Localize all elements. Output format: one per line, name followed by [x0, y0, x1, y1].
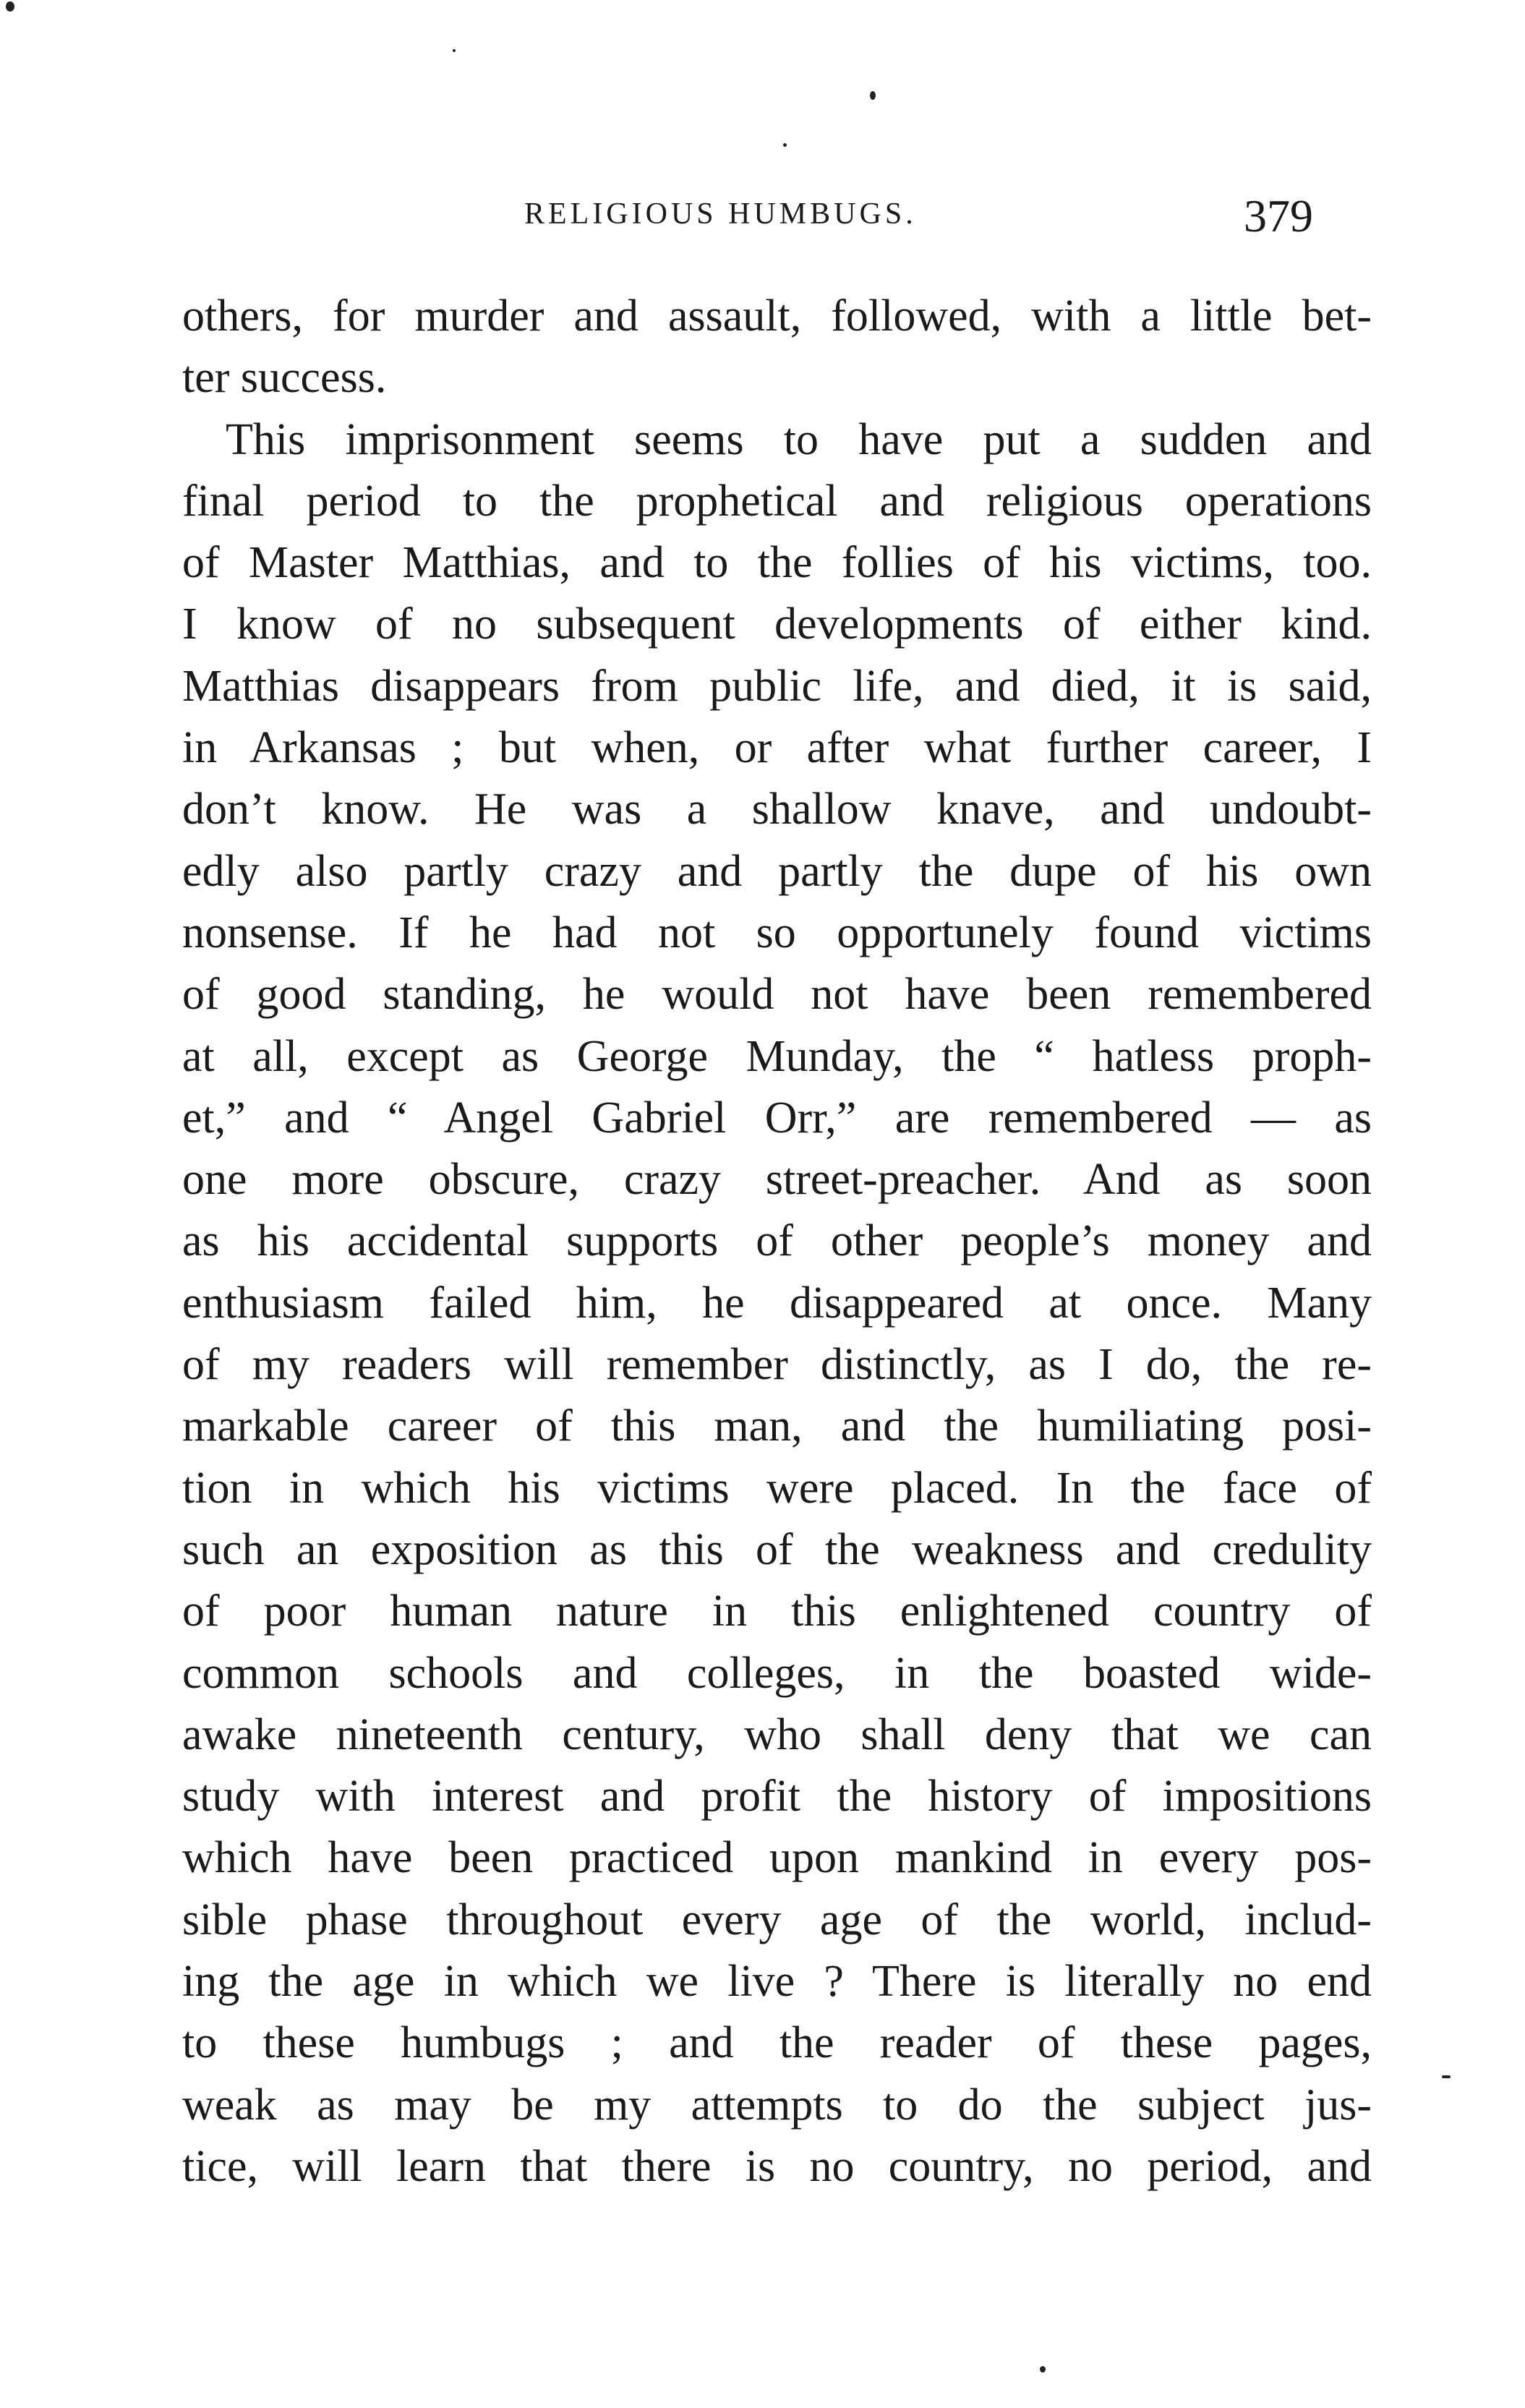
text-line: enthusiasm failed him, he disappeared at once. Many	[182, 1278, 1372, 1328]
scan-speck	[870, 91, 876, 100]
text-line: of Master Matthias, and to the follies of his victims, too.	[182, 538, 1372, 588]
text-line: markable career of this man, and the humiliating posi-	[182, 1401, 1372, 1451]
text-line: tice, will learn that there is no country, no period, and	[182, 2141, 1372, 2191]
scan-speck	[1040, 2366, 1046, 2373]
text-line: to these humbugs ; and the reader of these pages,	[182, 2018, 1372, 2068]
scan-speck	[1442, 2075, 1451, 2078]
text-line: ing the age in which we live ? There is literally no end	[182, 1957, 1372, 2007]
text-line: such an exposition as this of the weakness and credulity	[182, 1524, 1372, 1574]
text-line: which have been practiced upon mankind in every pos-	[182, 1833, 1372, 1883]
scan-speck	[6, 1, 14, 12]
scan-speck	[453, 49, 456, 52]
text-line: awake nineteenth century, who shall deny that we can	[182, 1709, 1372, 1759]
text-line: tion in which his victims were placed. In the face of	[182, 1463, 1372, 1513]
text-line: others, for murder and assault, followed, with a little bet-	[182, 291, 1372, 341]
text-line: nonsense. If he had not so opportunely found victims	[182, 908, 1372, 957]
running-head	[0, 189, 1525, 247]
text-line: of good standing, he would not have been remembered	[182, 970, 1372, 1020]
running-title: RELIGIOUS HUMBUGS.	[524, 197, 917, 231]
text-line: in Arkansas ; but when, or after what further career, I	[182, 723, 1372, 773]
body-text	[182, 286, 1372, 2198]
text-line: This imprisonment seems to have put a sudden and	[226, 414, 1372, 464]
text-line: as his accidental supports of other people’s money and	[182, 1216, 1372, 1266]
text-line: Matthias disappears from public life, and died, it is said,	[182, 661, 1372, 711]
text-line: edly also partly crazy and partly the dupe of his own	[182, 846, 1372, 896]
text-line: of poor human nature in this enlightened country of	[182, 1587, 1372, 1636]
page-number: 379	[1244, 190, 1313, 242]
text-line: study with interest and profit the history of impositions	[182, 1772, 1372, 1822]
text-line: ter success.	[182, 353, 387, 403]
text-line: I know of no subsequent developments of either kind.	[182, 599, 1372, 649]
text-line: of my readers will remember distinctly, as I do, the re-	[182, 1340, 1372, 1390]
text-line: et,” and “ Angel Gabriel Orr,” are remembered — as	[182, 1093, 1372, 1143]
scan-speck	[783, 143, 787, 147]
text-line: at all, except as George Munday, the “ hatless proph-	[182, 1031, 1372, 1081]
text-line: weak as may be my attempts to do the subject jus-	[182, 2080, 1372, 2130]
text-line: sible phase throughout every age of the world, includ-	[182, 1895, 1372, 1944]
text-line: one more obscure, crazy street-preacher. And as soon	[182, 1155, 1372, 1205]
text-line: common schools and colleges, in the boasted wide-	[182, 1648, 1372, 1698]
text-line: final period to the prophetical and religious operations	[182, 476, 1372, 526]
text-line: don’t know. He was a shallow knave, and undoubt-	[182, 785, 1372, 834]
